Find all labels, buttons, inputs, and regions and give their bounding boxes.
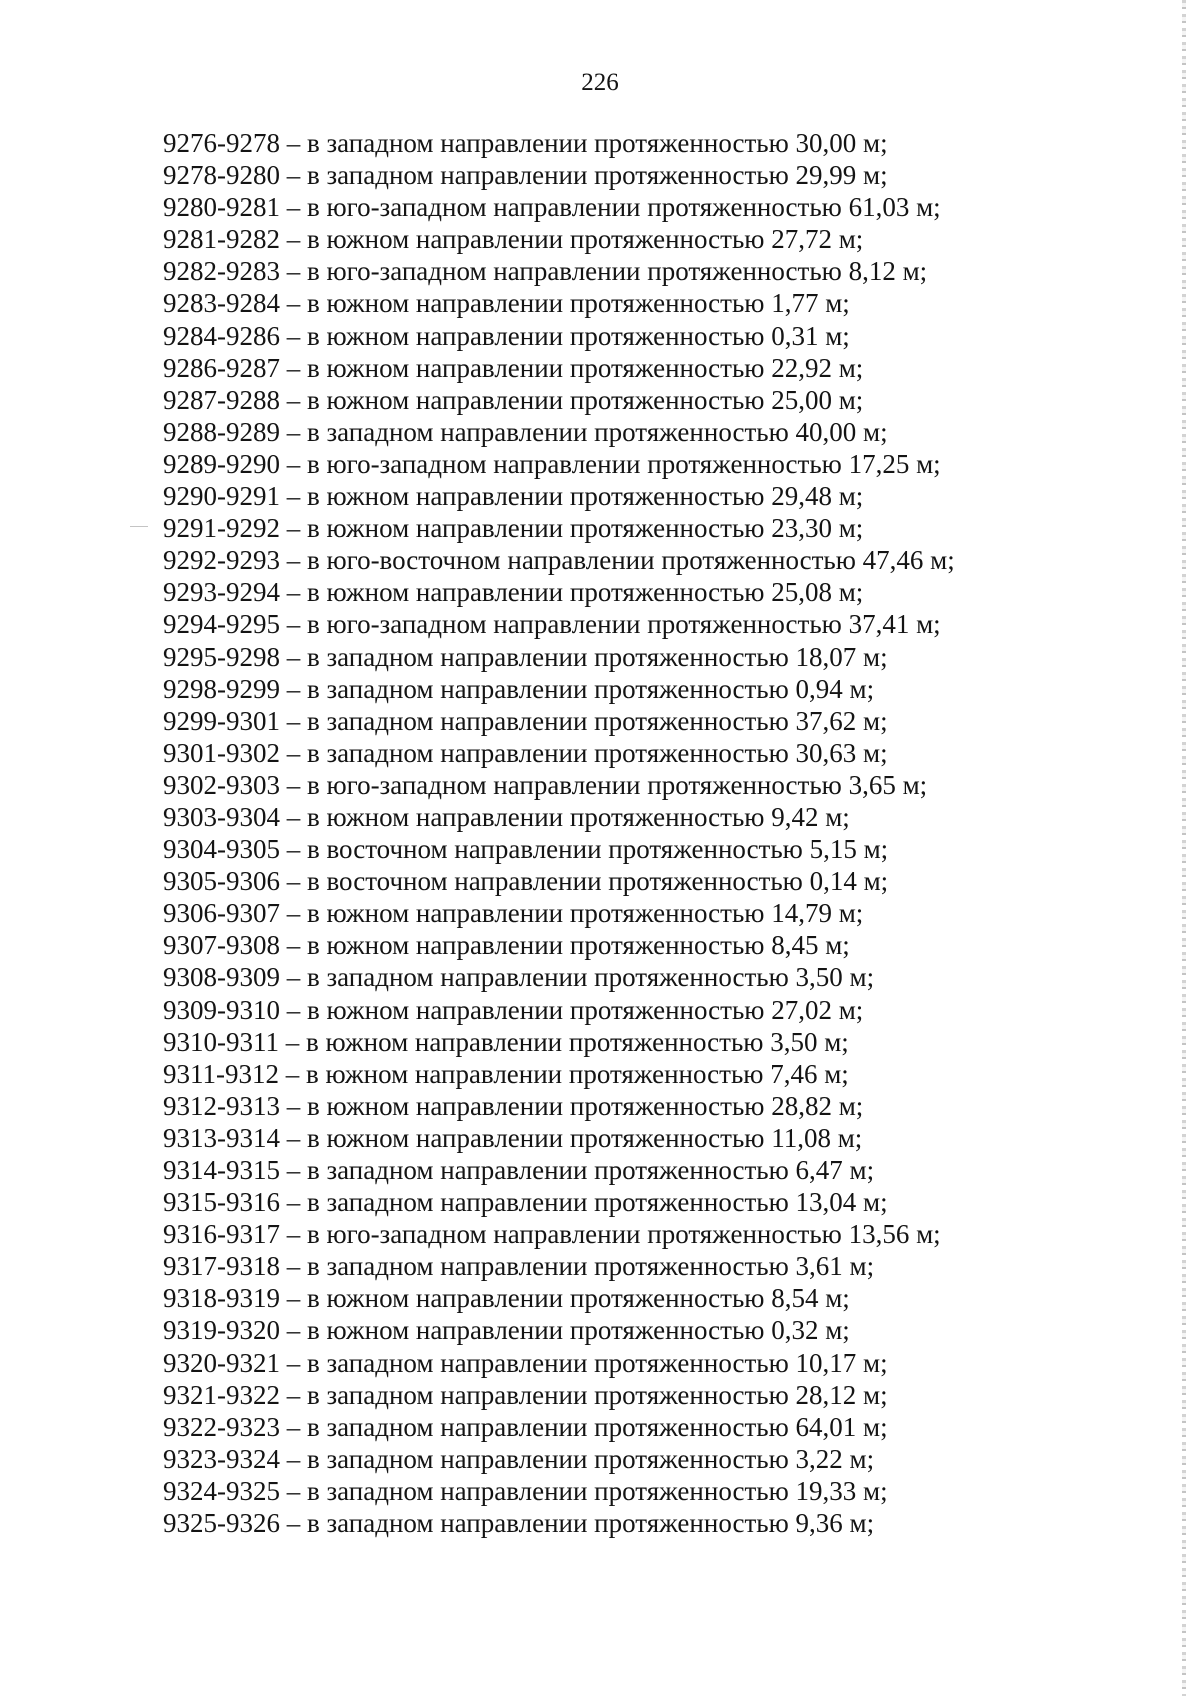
boundary-segment-line: 9320-9321 – в западном направлении протяженностью 10,17 м; — [163, 1347, 888, 1378]
boundary-segment-line: 9315-9316 – в западном направлении протяженностью 13,04 м; — [163, 1187, 888, 1218]
boundary-segment-line: 9276-9278 – в западном направлении протяженностью 30,00 м; — [163, 128, 888, 158]
boundary-segment-line: 9324-9325 – в западном направлении протяженностью 19,33 м; — [163, 1475, 888, 1506]
boundary-segment-line: 9282-9283 – в юго-западном направлении протяженностью 8,12 м; — [163, 256, 928, 287]
boundary-segment-line: 9302-9303 – в юго-западном направлении протяженностью 3,65 м; — [163, 769, 928, 800]
boundary-segment-line: 9299-9301 – в западном направлении протяженностью 37,62 м; — [163, 705, 888, 736]
boundary-segment-line: 9301-9302 – в западном направлении протяженностью 30,63 м; — [163, 737, 888, 768]
boundary-segment-line: 9292-9293 – в юго-восточном направлении протяженностью 47,46 м; — [163, 545, 955, 576]
margin-mark — [130, 526, 148, 527]
boundary-segment-line: 9307-9308 – в южном направлении протяженностью 8,45 м; — [163, 930, 850, 961]
boundary-segment-line: 9316-9317 – в юго-западном направлении протяженностью 13,56 м; — [163, 1219, 941, 1250]
boundary-segment-line: 9293-9294 – в южном направлении протяженностью 25,08 м; — [163, 577, 864, 608]
boundary-segment-line: 9304-9305 – в восточном направлении протяженностью 5,15 м; — [163, 834, 889, 865]
boundary-segment-line: 9289-9290 – в юго-западном направлении протяженностью 17,25 м; — [163, 448, 941, 479]
boundary-segment-line: 9313-9314 – в южном направлении протяженностью 11,08 м; — [163, 1122, 863, 1153]
page-number: 226 — [581, 69, 619, 96]
boundary-segment-line: 9284-9286 – в южном направлении протяженностью 0,31 м; — [163, 320, 850, 351]
scan-edge — [1182, 0, 1186, 1696]
boundary-segment-line: 9322-9323 – в западном направлении протяженностью 64,01 м; — [163, 1411, 888, 1442]
boundary-segment-line: 9311-9312 – в южном направлении протяженностью 7,46 м; — [163, 1058, 849, 1089]
boundary-segment-line: 9283-9284 – в южном направлении протяженностью 1,77 м; — [163, 288, 850, 319]
boundary-segment-line: 9314-9315 – в западном направлении протяженностью 6,47 м; — [163, 1155, 875, 1185]
boundary-segment-line: 9312-9313 – в южном направлении протяженностью 28,82 м; — [163, 1090, 864, 1121]
boundary-segment-line: 9286-9287 – в южном направлении протяженностью 22,92 м; — [163, 352, 864, 383]
boundary-segment-line: 9323-9324 – в западном направлении протяженностью 3,22 м; — [163, 1443, 875, 1474]
boundary-segment-line: 9288-9289 – в западном направлении протяженностью 40,00 м; — [163, 416, 888, 447]
boundary-segment-line: 9298-9299 – в западном направлении протяженностью 0,94 м; — [163, 673, 875, 704]
boundary-segment-line: 9319-9320 – в южном направлении протяженностью 0,32 м; — [163, 1315, 850, 1346]
boundary-segment-line: 9280-9281 – в юго-западном направлении протяженностью 61,03 м; — [163, 192, 941, 223]
boundary-segment-line: 9287-9288 – в южном направлении протяженностью 25,00 м; — [163, 384, 864, 415]
boundary-segment-line: 9310-9311 – в южном направлении протяженностью 3,50 м; — [163, 1026, 849, 1057]
boundary-segment-line: 9303-9304 – в южном направлении протяженностью 9,42 м; — [163, 801, 850, 832]
boundary-segment-line: 9291-9292 – в южном направлении протяженностью 23,30 м; — [163, 513, 864, 544]
boundary-segment-line: 9309-9310 – в южном направлении протяженностью 27,02 м; — [163, 994, 864, 1025]
boundary-segment-line: 9295-9298 – в западном направлении протяженностью 18,07 м; — [163, 641, 888, 672]
boundary-segment-line: 9308-9309 – в западном направлении протяженностью 3,50 м; — [163, 962, 875, 993]
boundary-description-list — [163, 127, 1163, 1539]
boundary-segment-line: 9317-9318 – в западном направлении протяженностью 3,61 м; — [163, 1251, 875, 1282]
boundary-segment-line: 9290-9291 – в южном направлении протяженностью 29,48 м; — [163, 481, 864, 512]
boundary-segment-line: 9294-9295 – в юго-западном направлении протяженностью 37,41 м; — [163, 609, 941, 640]
boundary-segment-line: 9306-9307 – в южном направлении протяженностью 14,79 м; — [163, 898, 864, 929]
boundary-segment-line: 9318-9319 – в южном направлении протяженностью 8,54 м; — [163, 1283, 850, 1314]
boundary-segment-line: 9321-9322 – в западном направлении протяженностью 28,12 м; — [163, 1379, 888, 1410]
boundary-segment-line: 9305-9306 – в восточном направлении протяженностью 0,14 м; — [163, 866, 889, 897]
boundary-segment-line: 9325-9326 – в западном направлении протяженностью 9,36 м; — [163, 1508, 875, 1539]
boundary-segment-line: 9281-9282 – в южном направлении протяженностью 27,72 м; — [163, 224, 864, 255]
boundary-segment-line: 9278-9280 – в западном направлении протяженностью 29,99 м; — [163, 160, 888, 191]
